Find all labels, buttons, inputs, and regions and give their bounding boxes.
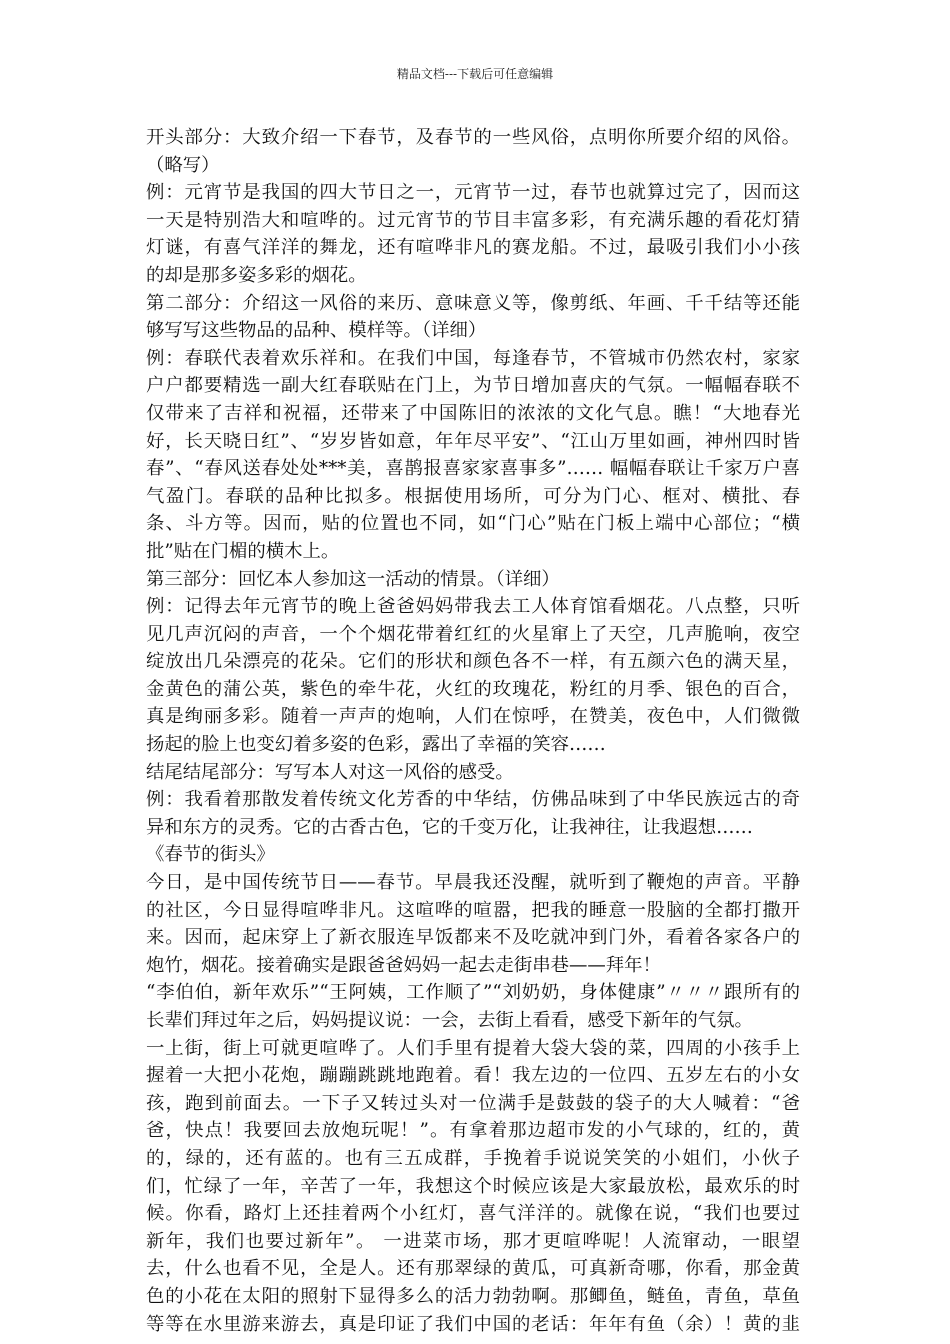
- text-line: 等等在水里游来游去，真是印证了我们中国的老话：年年有鱼（余）！黄的韭: [146, 1313, 800, 1335]
- text-line: 例：我看着那散发着传统文化芳香的中华结，仿佛品味到了中华民族远古的奇: [146, 789, 800, 811]
- text-line: 结尾结尾部分：写写本人对这一风俗的感受。: [146, 761, 514, 783]
- text-line: （略写）: [146, 154, 220, 176]
- text-line: 批”贴在门楣的横木上。: [146, 540, 340, 562]
- text-line: 金黄色的蒲公英，紫色的牵牛花，火红的玫瑰花，粉红的月季、银色的百合，: [146, 678, 800, 700]
- text-line: 来。因而，起床穿上了新衣服连早饭都来不及吃就冲到门外，看着各家各户的: [146, 927, 800, 949]
- page-header: 精品文档---下载后可任意编辑: [396, 67, 554, 81]
- text-line: “李伯伯，新年欢乐”“王阿姨，工作顺了”“刘奶奶，身体健康”〃〃〃跟所有的: [146, 982, 800, 1004]
- text-line: 扬起的脸上也变幻着多姿的色彩，露出了幸福的笑容……: [146, 734, 606, 756]
- text-line: 异和东方的灵秀。它的古香古色，它的千变万化，让我神往，让我遐想……: [146, 816, 753, 838]
- text-line: 《春节的街头》: [146, 844, 275, 866]
- text-line: 气盈门。春联的品种比拟多。根据使用场所，可分为门心、框对、横批、春: [146, 485, 800, 507]
- text-line: 新年，我们也要过新年”。 一进菜市场，那才更喧哗呢！人流窜动，一眼望: [146, 1230, 800, 1252]
- text-line: 春”、“春风送春处处***美，喜鹊报喜家家喜事多”…… 幅幅春联让千家万户喜: [146, 458, 800, 480]
- text-line: 一上街，街上可就更喧哗了。人们手里有提着大袋大袋的菜，四周的小孩手上: [146, 1037, 800, 1059]
- text-line: 户户都要精选一副大红春联贴在门上，为节日增加喜庆的气氛。一幅幅春联不: [146, 375, 800, 397]
- text-line: 见几声沉闷的声音，一个个烟花带着红红的火星窜上了天空，几声脆响，夜空: [146, 623, 800, 645]
- text-line: 候。你看，路灯上还挂着两个小红灯，喜气洋洋的。就像在说，“我们也要过: [146, 1203, 800, 1225]
- text-line: 真是绚丽多彩。随着一声声的炮响，人们在惊呼，在赞美，夜色中，人们微微: [146, 706, 800, 728]
- text-line: 例：元宵节是我国的四大节日之一，元宵节一过，春节也就算过完了，因而这: [146, 182, 800, 204]
- text-line: 炮竹，烟花。接着确实是跟爸爸妈妈一起去走街串巷——拜年！: [146, 954, 661, 976]
- text-line: 绽放出几朵漂亮的花朵。它们的形状和颜色各不一样，有五颜六色的满天星，: [146, 651, 800, 673]
- text-line: 今日，是中国传统节日——春节。早晨我还没醒，就听到了鞭炮的声音。平静: [146, 872, 800, 894]
- text-line: 的却是那多姿多彩的烟花。: [146, 264, 367, 286]
- text-line: 好，长天晓日红”、“岁岁皆如意，年年尽平安”、“江山万里如画，神州四时皆: [146, 430, 800, 452]
- document-body: [146, 124, 800, 1338]
- text-line: 仅带来了吉祥和祝福，还带来了中国陈旧的浓浓的文化气息。瞧！“大地春光: [146, 402, 800, 424]
- text-line: 长辈们拜过年之后，妈妈提议说：一会，去街上看看，感受下新年的气氛。: [146, 1010, 753, 1031]
- text-line: 们，忙绿了一年，辛苦了一年，我想这个时候应该是大家最放松，最欢乐的时: [146, 1175, 800, 1197]
- text-line: 握着一大把小花炮，蹦蹦跳跳地跑着。看！我左边的一位四、五岁左右的小女: [146, 1065, 800, 1087]
- text-line: 够写写这些物品的品种、模样等。（详细）: [146, 320, 487, 342]
- text-line: 孩，跑到前面去。一下子又转过头对一位满手是鼓鼓的袋子的大人喊着：“爸: [146, 1092, 800, 1114]
- text-line: 的，绿的，还有蓝的。也有三五成群，手挽着手说说笑笑的小姐们，小伙子: [146, 1147, 800, 1169]
- text-line: 开头部分：大致介绍一下春节，及春节的一些风俗，点明你所要介绍的风俗。: [146, 127, 800, 148]
- text-line: 条、斗方等。因而，贴的位置也不同，如“门心”贴在门板上端中心部位；“横: [146, 513, 800, 535]
- text-line: 一天是特别浩大和喧哗的。过元宵节的节目丰富多彩，有充满乐趣的看花灯猜: [146, 209, 800, 231]
- text-line: 去，什么也看不见，全是人。还有那翠绿的黄瓜，可真新奇哪，你看，那金黄: [146, 1258, 800, 1280]
- text-line: 例：记得去年元宵节的晚上爸爸妈妈带我去工人体育馆看烟花。八点整，只听: [146, 596, 800, 618]
- text-line: 例：春联代表着欢乐祥和。在我们中国，每逢春节，不管城市仍然农村，家家: [146, 347, 800, 369]
- text-line: 第二部分：介绍这一风俗的来历、意味意义等，像剪纸、年画、千千结等还能: [146, 292, 800, 314]
- text-line: 的社区，今日显得喧哗非凡。这喧哗的喧嚣，把我的睡意一股脑的全都打撒开: [146, 899, 800, 921]
- text-line: 第三部分：回忆本人参加这一活动的情景。（详细）: [146, 568, 560, 590]
- text-line: 灯谜，有喜气洋洋的舞龙，还有喧哗非凡的赛龙船。不过，最吸引我们小小孩: [146, 237, 800, 259]
- text-line: 爸，快点！我要回去放炮玩呢！”。有拿着那边超市发的小气球的，红的，黄: [146, 1120, 800, 1142]
- text-line: 色的小花在太阳的照射下显得多么的活力勃勃啊。那鲫鱼，鲢鱼，青鱼，草鱼: [146, 1285, 800, 1307]
